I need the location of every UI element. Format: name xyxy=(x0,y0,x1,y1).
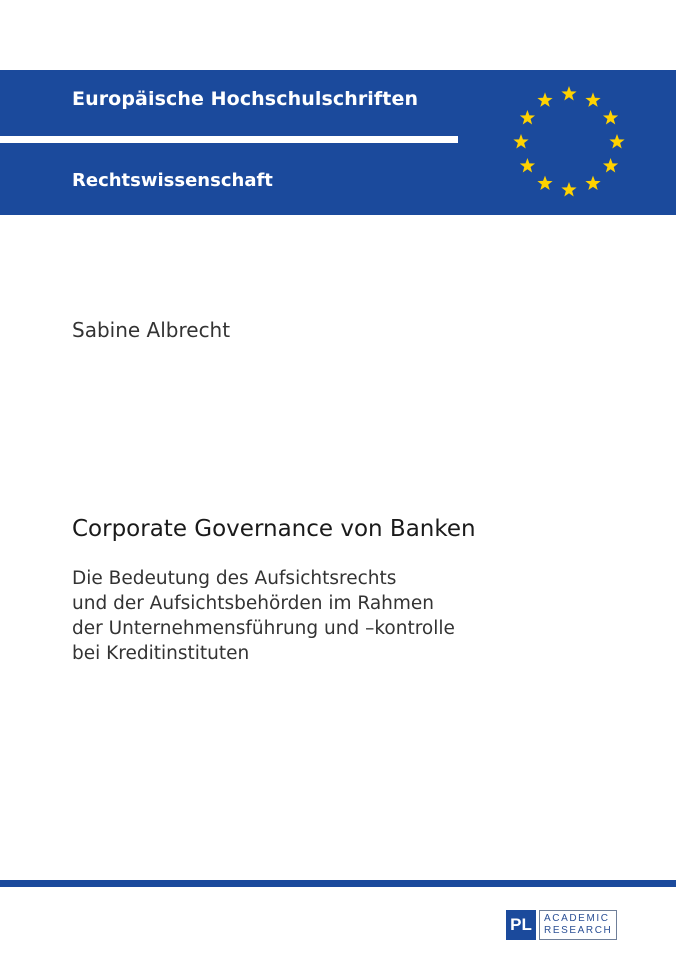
book-subtitle xyxy=(72,566,455,666)
star-icon xyxy=(537,176,552,190)
star-icon xyxy=(609,134,624,148)
series-title: Europäische Hochschulschriften xyxy=(72,88,419,110)
star-icon xyxy=(561,182,576,196)
star-icon xyxy=(537,92,552,106)
subtitle-line: der Unternehmensführung und –kontrolle xyxy=(72,618,455,639)
publisher-logo-line: ACADEMIC xyxy=(544,913,610,924)
header-divider xyxy=(0,136,458,143)
series-subtitle: Rechtswissenschaft xyxy=(72,170,273,191)
star-icon xyxy=(513,134,528,148)
star-icon xyxy=(585,176,600,190)
star-icon xyxy=(603,110,618,124)
eu-stars-icon xyxy=(507,82,631,202)
subtitle-line: und der Aufsichtsbehörden im Rahmen xyxy=(72,593,435,614)
subtitle-line: Die Bedeutung des Aufsichtsrechts xyxy=(72,568,397,589)
star-icon xyxy=(561,86,576,100)
publisher-logo-mark: PL xyxy=(506,910,536,940)
footer-divider xyxy=(0,880,676,887)
publisher-logo-line: RESEARCH xyxy=(544,925,613,936)
star-icon xyxy=(520,158,535,172)
author-name: Sabine Albrecht xyxy=(72,318,231,342)
star-icon xyxy=(585,92,600,106)
star-icon xyxy=(520,110,535,124)
star-icon xyxy=(603,158,618,172)
publisher-logo xyxy=(506,910,617,940)
subtitle-line: bei Kreditinstituten xyxy=(72,643,250,664)
book-title: Corporate Governance von Banken xyxy=(72,516,476,542)
publisher-logo-text xyxy=(539,910,617,940)
